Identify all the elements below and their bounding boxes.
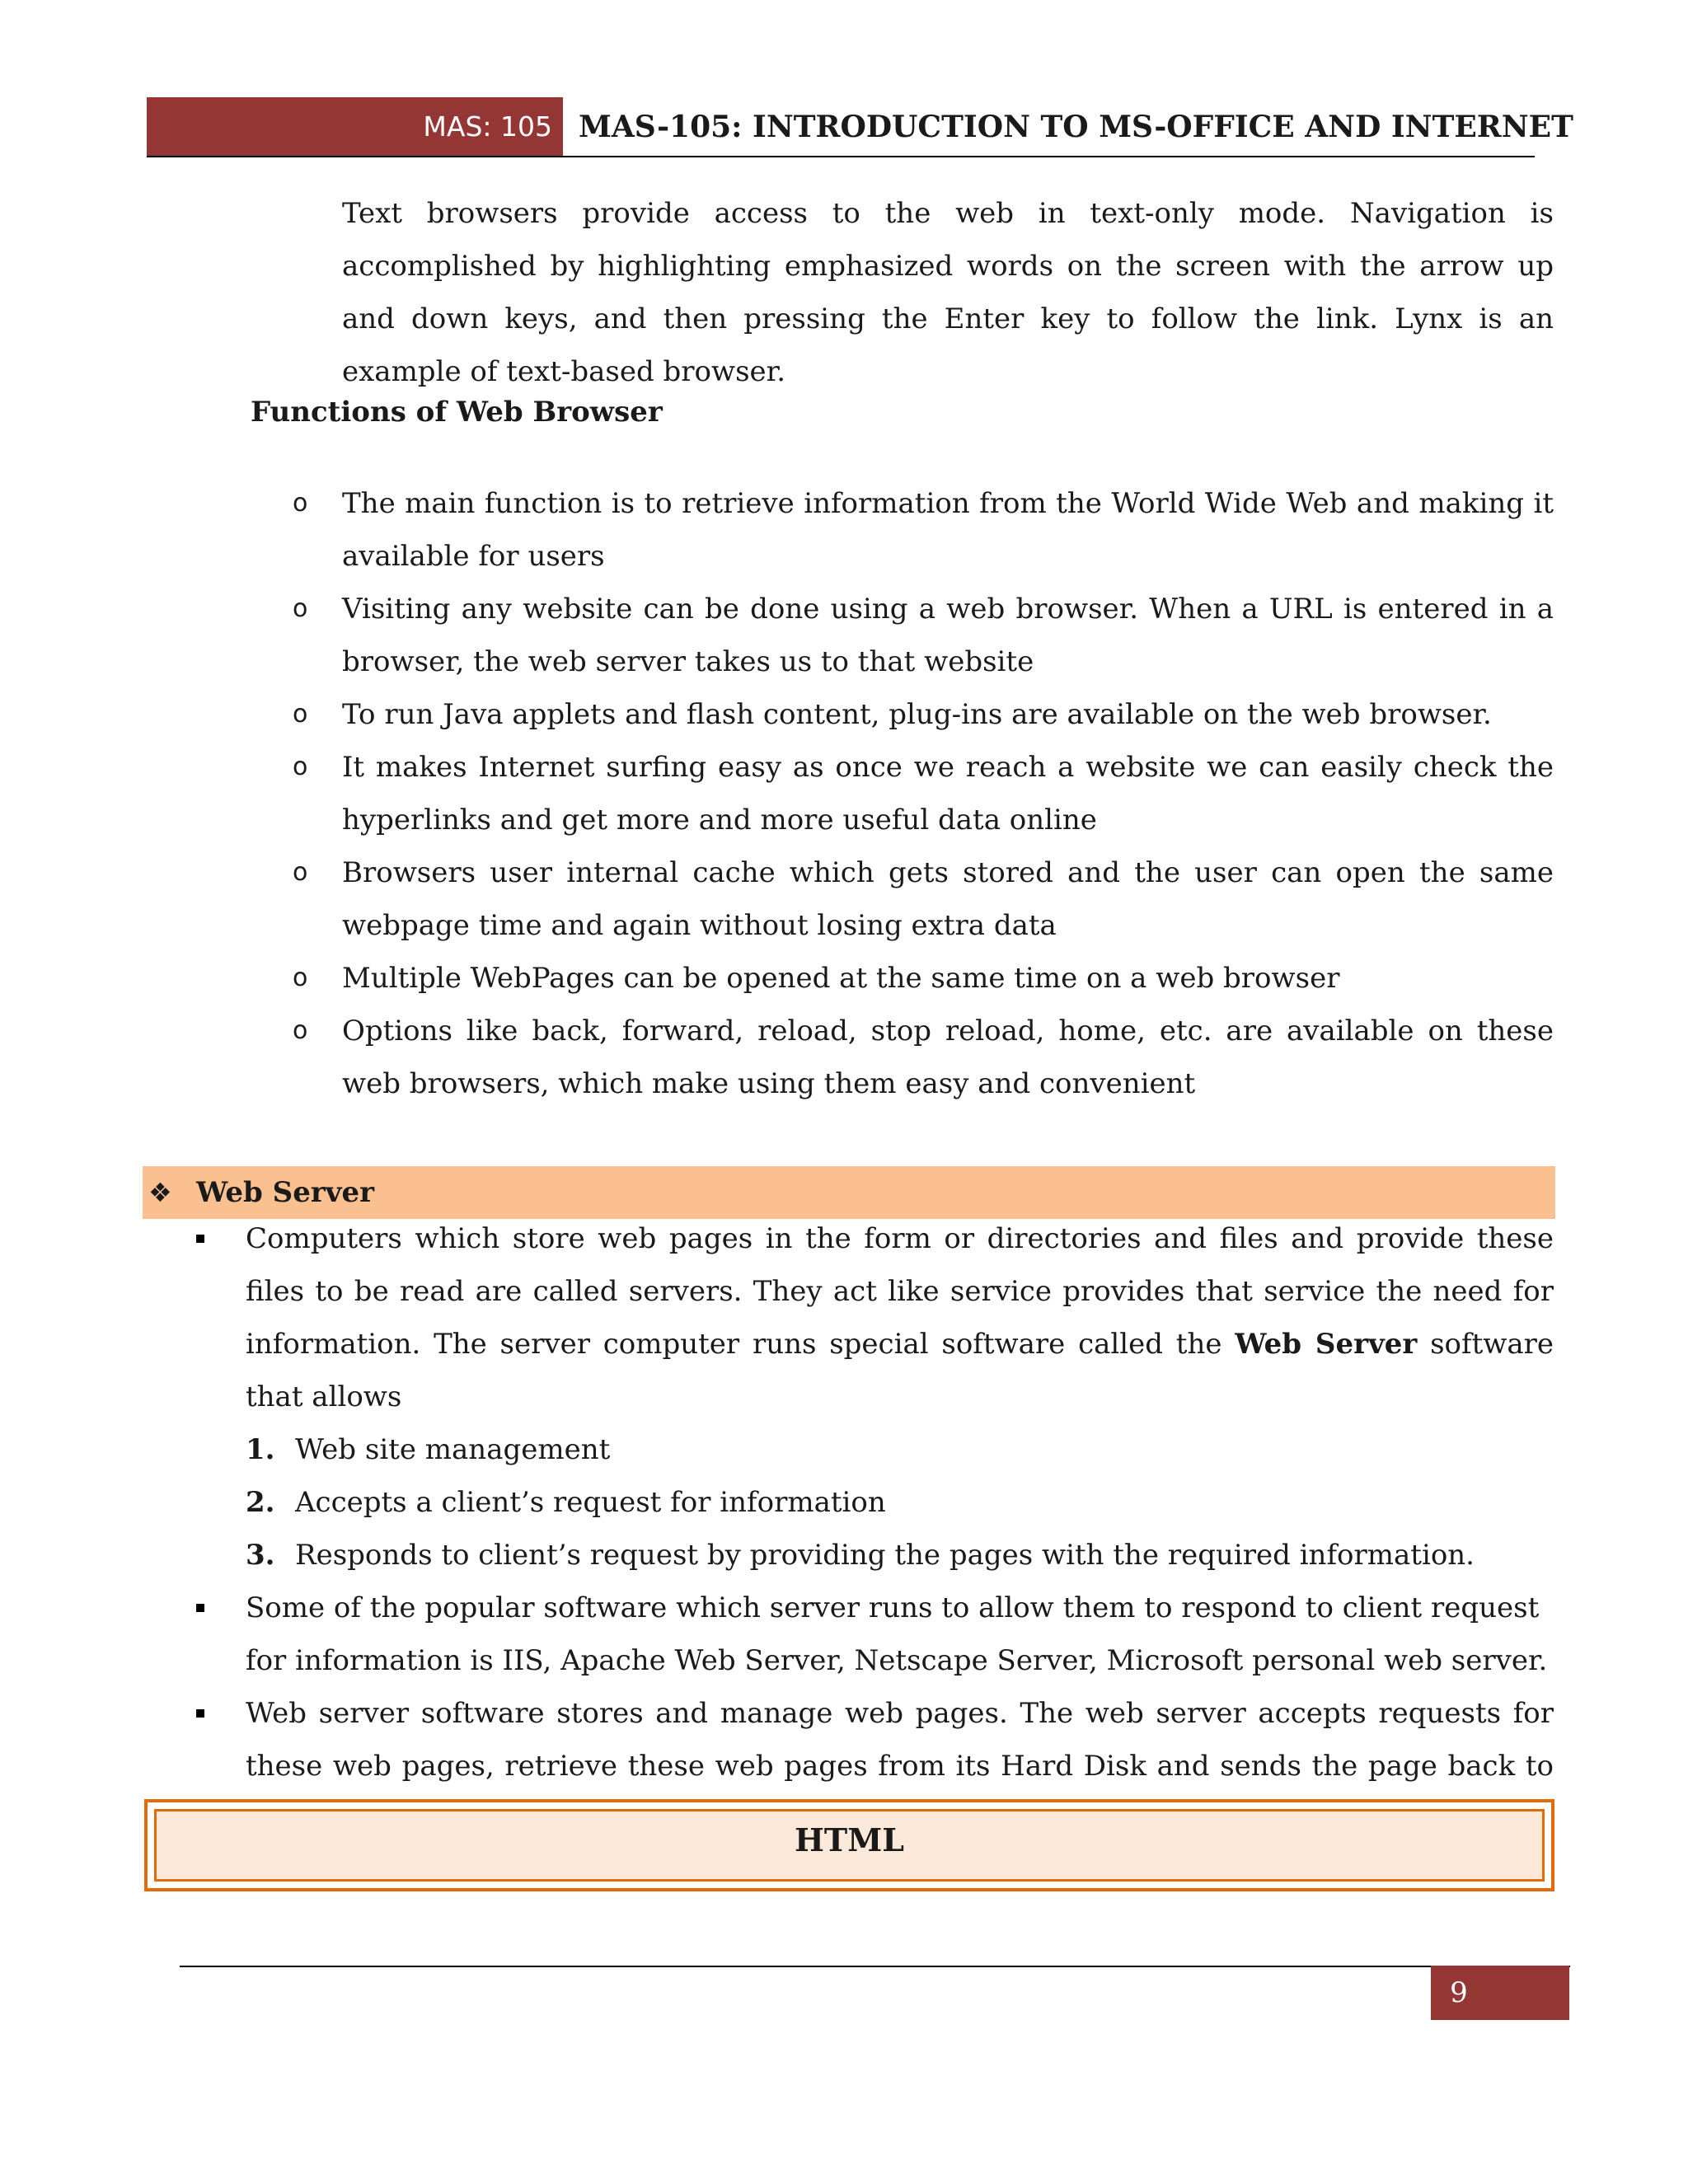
functions-list (293, 477, 1554, 1110)
functions-heading: Functions of Web Browser (251, 396, 663, 429)
circle-bullet-icon: o (293, 963, 308, 992)
numbered-list (246, 1423, 1554, 1582)
square-bullet-icon (196, 1604, 204, 1612)
list-item: o Browsers user internal cache which gets stored and the user can open the same webpage time and again without losing extra data (293, 846, 1554, 952)
header-rule (147, 156, 1535, 157)
list-item: o The main function is to retrieve information from the World Wide Web and making it available for users (293, 477, 1554, 583)
intro-paragraph: Text browsers provide access to the web in text-only mode. Navigation is accomplished by highlighting emphasized words on the screen with the arrow up and down keys, and then pressing the Enter key to follow the link. Lynx is an example of text-based browser. (342, 197, 1554, 388)
list-item: 1. Web site management (246, 1433, 611, 1466)
list-item: o It makes Internet surfing easy as once we reach a website we can easily check the hyperlinks and get more and more useful data online (293, 741, 1554, 846)
circle-bullet-icon: o (293, 858, 308, 887)
web-server-list (196, 1212, 1554, 1845)
circle-bullet-icon: o (293, 700, 308, 729)
list-item: o To run Java applets and flash content, plug-ins are available on the web browser. (293, 688, 1554, 741)
circle-bullet-icon: o (293, 1016, 308, 1045)
list-item: o Options like back, forward, reload, stop reload, home, etc. are available on these web browsers, which make using them easy and convenient (293, 1005, 1554, 1110)
list-item: o Multiple WebPages can be opened at the same time on a web browser (293, 952, 1554, 1005)
section-title: HTML (154, 1809, 1545, 1882)
list-item: Web server software stores and manage web pages. The web server accepts requests for these web pages, retrieve these web pages from its Hard Disk and sends the page back to (196, 1687, 1554, 1845)
square-bullet-icon (196, 1235, 204, 1243)
circle-bullet-icon: o (293, 752, 308, 781)
list-item: 3. Responds to client’s request by providing the pages with the required information. (246, 1539, 1475, 1572)
course-code: MAS: 105 (423, 110, 552, 143)
list-item: Some of the popular software which server runs to allow them to respond to client request for information is IIS, Apache Web Server, Netscape Server, Microsoft personal web server. (196, 1582, 1554, 1687)
footer-rule (180, 1966, 1570, 1967)
section-heading: Web Server (196, 1176, 375, 1209)
diamond-bullet-icon: ❖ (148, 1177, 172, 1208)
list-item: 2. Accepts a client’s request for information (246, 1486, 886, 1519)
bold-term: Web Server (1235, 1328, 1418, 1361)
list-item: Computers which store web pages in the form or directories and files and provide these files to be read are called servers. They act like service provides that service the need for information. The server computer runs special software called the Web Server software that allows 1. Web site management 2. Accepts a client’s request for information 3. Responds to client’s request by providing the pages with the required information. (196, 1212, 1554, 1582)
list-item: o Visiting any website can be done using a web browser. When a URL is entered in a browser, the web server takes us to that website (293, 583, 1554, 688)
page-number: 9 (1450, 1976, 1468, 2009)
square-bullet-icon (196, 1709, 204, 1718)
page-title: MAS-105: INTRODUCTION TO MS-OFFICE AND INTERNET (579, 110, 1573, 144)
circle-bullet-icon: o (293, 489, 308, 518)
circle-bullet-icon: o (293, 594, 308, 623)
